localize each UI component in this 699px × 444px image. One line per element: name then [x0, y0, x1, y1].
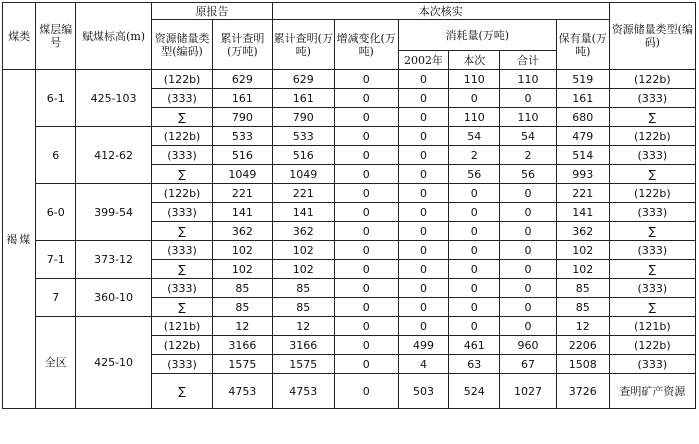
value-cell-orig: 533 [213, 127, 273, 146]
value-cell-c2002: 0 [398, 70, 449, 89]
value-cell-c2002: 0 [398, 146, 449, 165]
resource-code-cell: (333) [152, 241, 213, 260]
value-cell-sum: 110 [500, 108, 557, 127]
header-consumption: 消耗量(万吨) [398, 20, 556, 51]
resource-code-cell: ∑ [152, 298, 213, 317]
header-retained: 保有量(万吨) [556, 20, 609, 70]
value-cell-code2: (333) [609, 203, 695, 222]
header-resource-type: 资源储量类型(编码) [152, 20, 213, 70]
value-cell-chg: 0 [334, 355, 398, 374]
table-row [3, 184, 696, 203]
value-cell-cur: 56 [449, 165, 500, 184]
value-cell-c2002: 0 [398, 108, 449, 127]
value-cell-cur: 0 [449, 184, 500, 203]
value-cell-cum: 1575 [272, 355, 334, 374]
value-cell-cur: 461 [449, 336, 500, 355]
resource-code-cell: ∑ [152, 108, 213, 127]
value-cell-sum: 0 [500, 222, 557, 241]
value-cell-chg: 0 [334, 298, 398, 317]
value-cell-orig: 1049 [213, 165, 273, 184]
resource-code-cell: ∑ [152, 260, 213, 279]
table-row [3, 127, 696, 146]
value-cell-code2: (333) [609, 279, 695, 298]
value-cell-chg: 0 [334, 222, 398, 241]
value-cell-sum: 67 [500, 355, 557, 374]
value-cell-sum: 2 [500, 146, 557, 165]
value-cell-ret: 221 [556, 184, 609, 203]
value-cell-orig: 102 [213, 241, 273, 260]
value-cell-chg: 0 [334, 89, 398, 108]
value-cell-cur: 0 [449, 203, 500, 222]
value-cell-chg: 0 [334, 203, 398, 222]
resource-code-cell: (122b) [152, 336, 213, 355]
value-cell-ret: 141 [556, 203, 609, 222]
value-cell-orig: 85 [213, 298, 273, 317]
value-cell-cur: 63 [449, 355, 500, 374]
value-cell-cur: 0 [449, 241, 500, 260]
value-cell-cur: 0 [449, 89, 500, 108]
seam-cell: 6-0 [36, 184, 76, 241]
value-cell-code2: ∑ [609, 222, 695, 241]
value-cell-code2: 查明矿产资源 [609, 374, 695, 409]
table-row [3, 317, 696, 336]
value-cell-sum: 1027 [500, 374, 557, 409]
resource-code-cell: ∑ [152, 165, 213, 184]
value-cell-cum: 533 [272, 127, 334, 146]
value-cell-chg: 0 [334, 260, 398, 279]
value-cell-cum: 3166 [272, 336, 334, 355]
value-cell-orig: 3166 [213, 336, 273, 355]
value-cell-cur: 54 [449, 127, 500, 146]
table-header [3, 3, 696, 70]
value-cell-cum: 221 [272, 184, 334, 203]
value-cell-cum: 790 [272, 108, 334, 127]
elevation-cell: 399-54 [76, 184, 152, 241]
resource-code-cell: (333) [152, 89, 213, 108]
value-cell-cur: 0 [449, 298, 500, 317]
value-cell-cum: 102 [272, 241, 334, 260]
header-change: 增减变化(万吨) [334, 20, 398, 70]
value-cell-ret: 102 [556, 260, 609, 279]
value-cell-cum: 4753 [272, 374, 334, 409]
value-cell-chg: 0 [334, 146, 398, 165]
value-cell-orig: 516 [213, 146, 273, 165]
header-seam-no: 煤层编号 [36, 3, 76, 70]
value-cell-orig: 790 [213, 108, 273, 127]
value-cell-orig: 362 [213, 222, 273, 241]
value-cell-ret: 519 [556, 70, 609, 89]
value-cell-chg: 0 [334, 374, 398, 409]
value-cell-chg: 0 [334, 336, 398, 355]
value-cell-ret: 102 [556, 241, 609, 260]
resource-code-cell: (122b) [152, 127, 213, 146]
table-row [3, 241, 696, 260]
value-cell-code2: ∑ [609, 108, 695, 127]
reserve-table [2, 2, 696, 409]
value-cell-c2002: 0 [398, 203, 449, 222]
value-cell-c2002: 0 [398, 165, 449, 184]
value-cell-c2002: 4 [398, 355, 449, 374]
header-subtotal: 合计 [500, 51, 557, 70]
resource-code-cell: ∑ [152, 222, 213, 241]
value-cell-sum: 0 [500, 298, 557, 317]
value-cell-cur: 2 [449, 146, 500, 165]
value-cell-sum: 0 [500, 260, 557, 279]
value-cell-code2: (333) [609, 89, 695, 108]
value-cell-chg: 0 [334, 108, 398, 127]
value-cell-ret: 362 [556, 222, 609, 241]
value-cell-ret: 85 [556, 279, 609, 298]
value-cell-ret: 680 [556, 108, 609, 127]
value-cell-sum: 56 [500, 165, 557, 184]
value-cell-chg: 0 [334, 279, 398, 298]
header-this-verification: 本次核实 [272, 3, 609, 20]
value-cell-cum: 85 [272, 298, 334, 317]
resource-code-cell: (333) [152, 203, 213, 222]
value-cell-sum: 0 [500, 184, 557, 203]
value-cell-code2: (122b) [609, 336, 695, 355]
value-cell-chg: 0 [334, 317, 398, 336]
value-cell-cur: 0 [449, 317, 500, 336]
value-cell-chg: 0 [334, 127, 398, 146]
value-cell-sum: 0 [500, 203, 557, 222]
value-cell-orig: 629 [213, 70, 273, 89]
value-cell-chg: 0 [334, 70, 398, 89]
value-cell-cur: 0 [449, 260, 500, 279]
value-cell-sum: 110 [500, 70, 557, 89]
value-cell-c2002: 0 [398, 222, 449, 241]
value-cell-orig: 141 [213, 203, 273, 222]
header-cumulative-proven-original: 累计查明(万吨) [213, 20, 273, 70]
value-cell-c2002: 0 [398, 241, 449, 260]
value-cell-code2: (121b) [609, 317, 695, 336]
value-cell-code2: ∑ [609, 298, 695, 317]
resource-code-cell: (333) [152, 355, 213, 374]
value-cell-code2: (333) [609, 355, 695, 374]
header-current: 本次 [449, 51, 500, 70]
value-cell-cum: 141 [272, 203, 334, 222]
seam-cell: 7-1 [36, 241, 76, 279]
value-cell-code2: (122b) [609, 70, 695, 89]
value-cell-cur: 524 [449, 374, 500, 409]
table-body [3, 70, 696, 409]
value-cell-cum: 12 [272, 317, 334, 336]
value-cell-c2002: 0 [398, 317, 449, 336]
value-cell-orig: 102 [213, 260, 273, 279]
resource-code-cell: (333) [152, 146, 213, 165]
value-cell-sum: 0 [500, 317, 557, 336]
table-row [3, 70, 696, 89]
value-cell-orig: 85 [213, 279, 273, 298]
resource-code-cell: ∑ [152, 374, 213, 409]
value-cell-cum: 629 [272, 70, 334, 89]
value-cell-ret: 993 [556, 165, 609, 184]
resource-code-cell: (121b) [152, 317, 213, 336]
value-cell-code2: (122b) [609, 184, 695, 203]
header-cumulative-proven: 累计查明(万吨) [272, 20, 334, 70]
seam-cell: 6 [36, 127, 76, 184]
value-cell-ret: 514 [556, 146, 609, 165]
elevation-cell: 360-10 [76, 279, 152, 317]
value-cell-sum: 0 [500, 241, 557, 260]
value-cell-orig: 221 [213, 184, 273, 203]
value-cell-cur: 0 [449, 279, 500, 298]
value-cell-cur: 0 [449, 222, 500, 241]
value-cell-cum: 362 [272, 222, 334, 241]
value-cell-c2002: 0 [398, 279, 449, 298]
value-cell-cum: 1049 [272, 165, 334, 184]
value-cell-chg: 0 [334, 241, 398, 260]
value-cell-c2002: 503 [398, 374, 449, 409]
value-cell-sum: 0 [500, 89, 557, 108]
value-cell-cum: 516 [272, 146, 334, 165]
value-cell-chg: 0 [334, 184, 398, 203]
value-cell-sum: 960 [500, 336, 557, 355]
value-cell-cur: 110 [449, 70, 500, 89]
header-original-report: 原报告 [152, 3, 273, 20]
value-cell-sum: 0 [500, 279, 557, 298]
value-cell-orig: 4753 [213, 374, 273, 409]
header-resource-type-right: 资源储量类型(编码) [609, 3, 695, 70]
value-cell-code2: (333) [609, 146, 695, 165]
value-cell-cum: 102 [272, 260, 334, 279]
value-cell-ret: 161 [556, 89, 609, 108]
value-cell-cum: 85 [272, 279, 334, 298]
header-coal-type: 煤类 [3, 3, 36, 70]
value-cell-sum: 54 [500, 127, 557, 146]
value-cell-orig: 161 [213, 89, 273, 108]
elevation-cell: 412-62 [76, 127, 152, 184]
value-cell-code2: (333) [609, 241, 695, 260]
elevation-cell: 425-10 [76, 317, 152, 409]
value-cell-c2002: 499 [398, 336, 449, 355]
value-cell-c2002: 0 [398, 184, 449, 203]
value-cell-ret: 12 [556, 317, 609, 336]
resource-code-cell: (333) [152, 279, 213, 298]
value-cell-c2002: 0 [398, 260, 449, 279]
value-cell-cur: 110 [449, 108, 500, 127]
table-row [3, 279, 696, 298]
value-cell-ret: 1508 [556, 355, 609, 374]
seam-cell: 7 [36, 279, 76, 317]
value-cell-c2002: 0 [398, 298, 449, 317]
header-elevation: 赋煤标高(m) [76, 3, 152, 70]
value-cell-cum: 161 [272, 89, 334, 108]
value-cell-ret: 479 [556, 127, 609, 146]
elevation-cell: 425-103 [76, 70, 152, 127]
value-cell-code2: (122b) [609, 127, 695, 146]
value-cell-orig: 12 [213, 317, 273, 336]
value-cell-code2: ∑ [609, 260, 695, 279]
resource-code-cell: (122b) [152, 184, 213, 203]
value-cell-ret: 2206 [556, 336, 609, 355]
value-cell-c2002: 0 [398, 127, 449, 146]
header-2002: 2002年 [398, 51, 449, 70]
value-cell-orig: 1575 [213, 355, 273, 374]
coal-type-cell: 褐煤 [3, 70, 36, 409]
value-cell-code2: ∑ [609, 165, 695, 184]
seam-cell: 6-1 [36, 70, 76, 127]
value-cell-c2002: 0 [398, 89, 449, 108]
elevation-cell: 373-12 [76, 241, 152, 279]
value-cell-chg: 0 [334, 165, 398, 184]
value-cell-ret: 3726 [556, 374, 609, 409]
seam-cell: 全区 [36, 317, 76, 409]
value-cell-ret: 85 [556, 298, 609, 317]
resource-code-cell: (122b) [152, 70, 213, 89]
